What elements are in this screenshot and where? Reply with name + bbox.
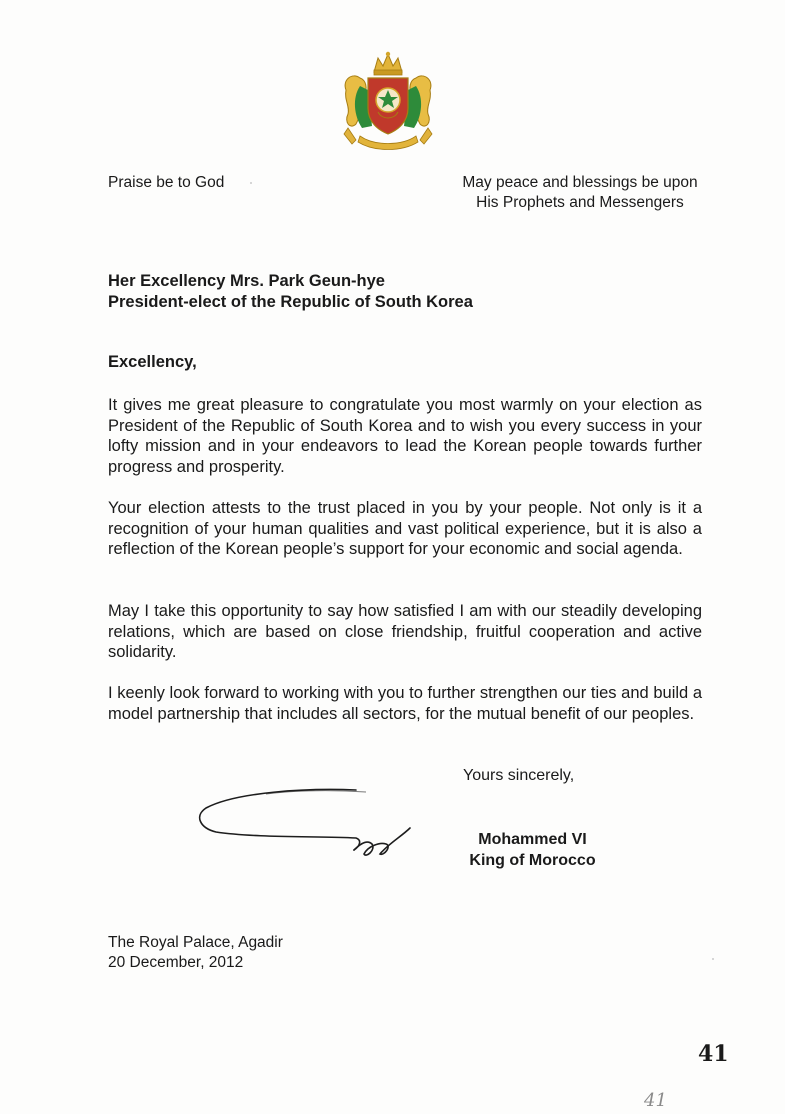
page-number: 41 <box>698 1041 729 1067</box>
salutation: Excellency, <box>108 353 197 371</box>
body-paragraph-4: I keenly look forward to working with you to further strengthen our ties and build a model partnership that includes all sectors, for the mutual benefit of our peoples. <box>108 684 702 723</box>
handwritten-signature <box>196 780 416 860</box>
body-paragraph-2: Your election attests to the trust placed in you by your people. Not only is it a recognition of your human qualities and vast political experience, but it is also a reflection of the Korean people’s support for your economic and social agenda. <box>108 499 702 559</box>
handwritten-page-number: 41 <box>644 1090 667 1111</box>
place-line: The Royal Palace, Agadir <box>108 934 283 951</box>
royal-coat-of-arms-icon <box>338 50 438 155</box>
body-paragraph-3: May I take this opportunity to say how satisfied I am with our steadily developing relations, which are based on close friendship, fruitful cooperation and active solidarity. <box>108 602 702 662</box>
signatory-title: King of Morocco <box>469 852 596 869</box>
date-line: 20 December, 2012 <box>108 954 244 971</box>
invocation-right-line2: His Prophets and Messengers <box>476 194 684 211</box>
body-paragraph-1: It gives me great pleasure to congratulate you most warmly on your election as President of the Republic of South Korea and to wish you every success in your lofty mission and in your endeavors to lead the Korean people towards further progress and prosperity. <box>108 396 702 477</box>
scan-speck <box>250 182 252 184</box>
invocation-right-line1: May peace and blessings be upon <box>462 174 698 191</box>
addressee-block <box>108 271 473 313</box>
signatory-name: Mohammed VI <box>478 831 587 848</box>
invocation-right <box>440 173 720 213</box>
scan-speck <box>712 958 714 960</box>
addressee-name: Her Excellency Mrs. Park Geun-hye <box>108 272 385 290</box>
invocation-left: Praise be to God <box>108 174 225 191</box>
closing: Yours sincerely, <box>463 767 575 784</box>
signatory-block <box>460 829 605 871</box>
addressee-title: President-elect of the Republic of South Korea <box>108 293 473 311</box>
